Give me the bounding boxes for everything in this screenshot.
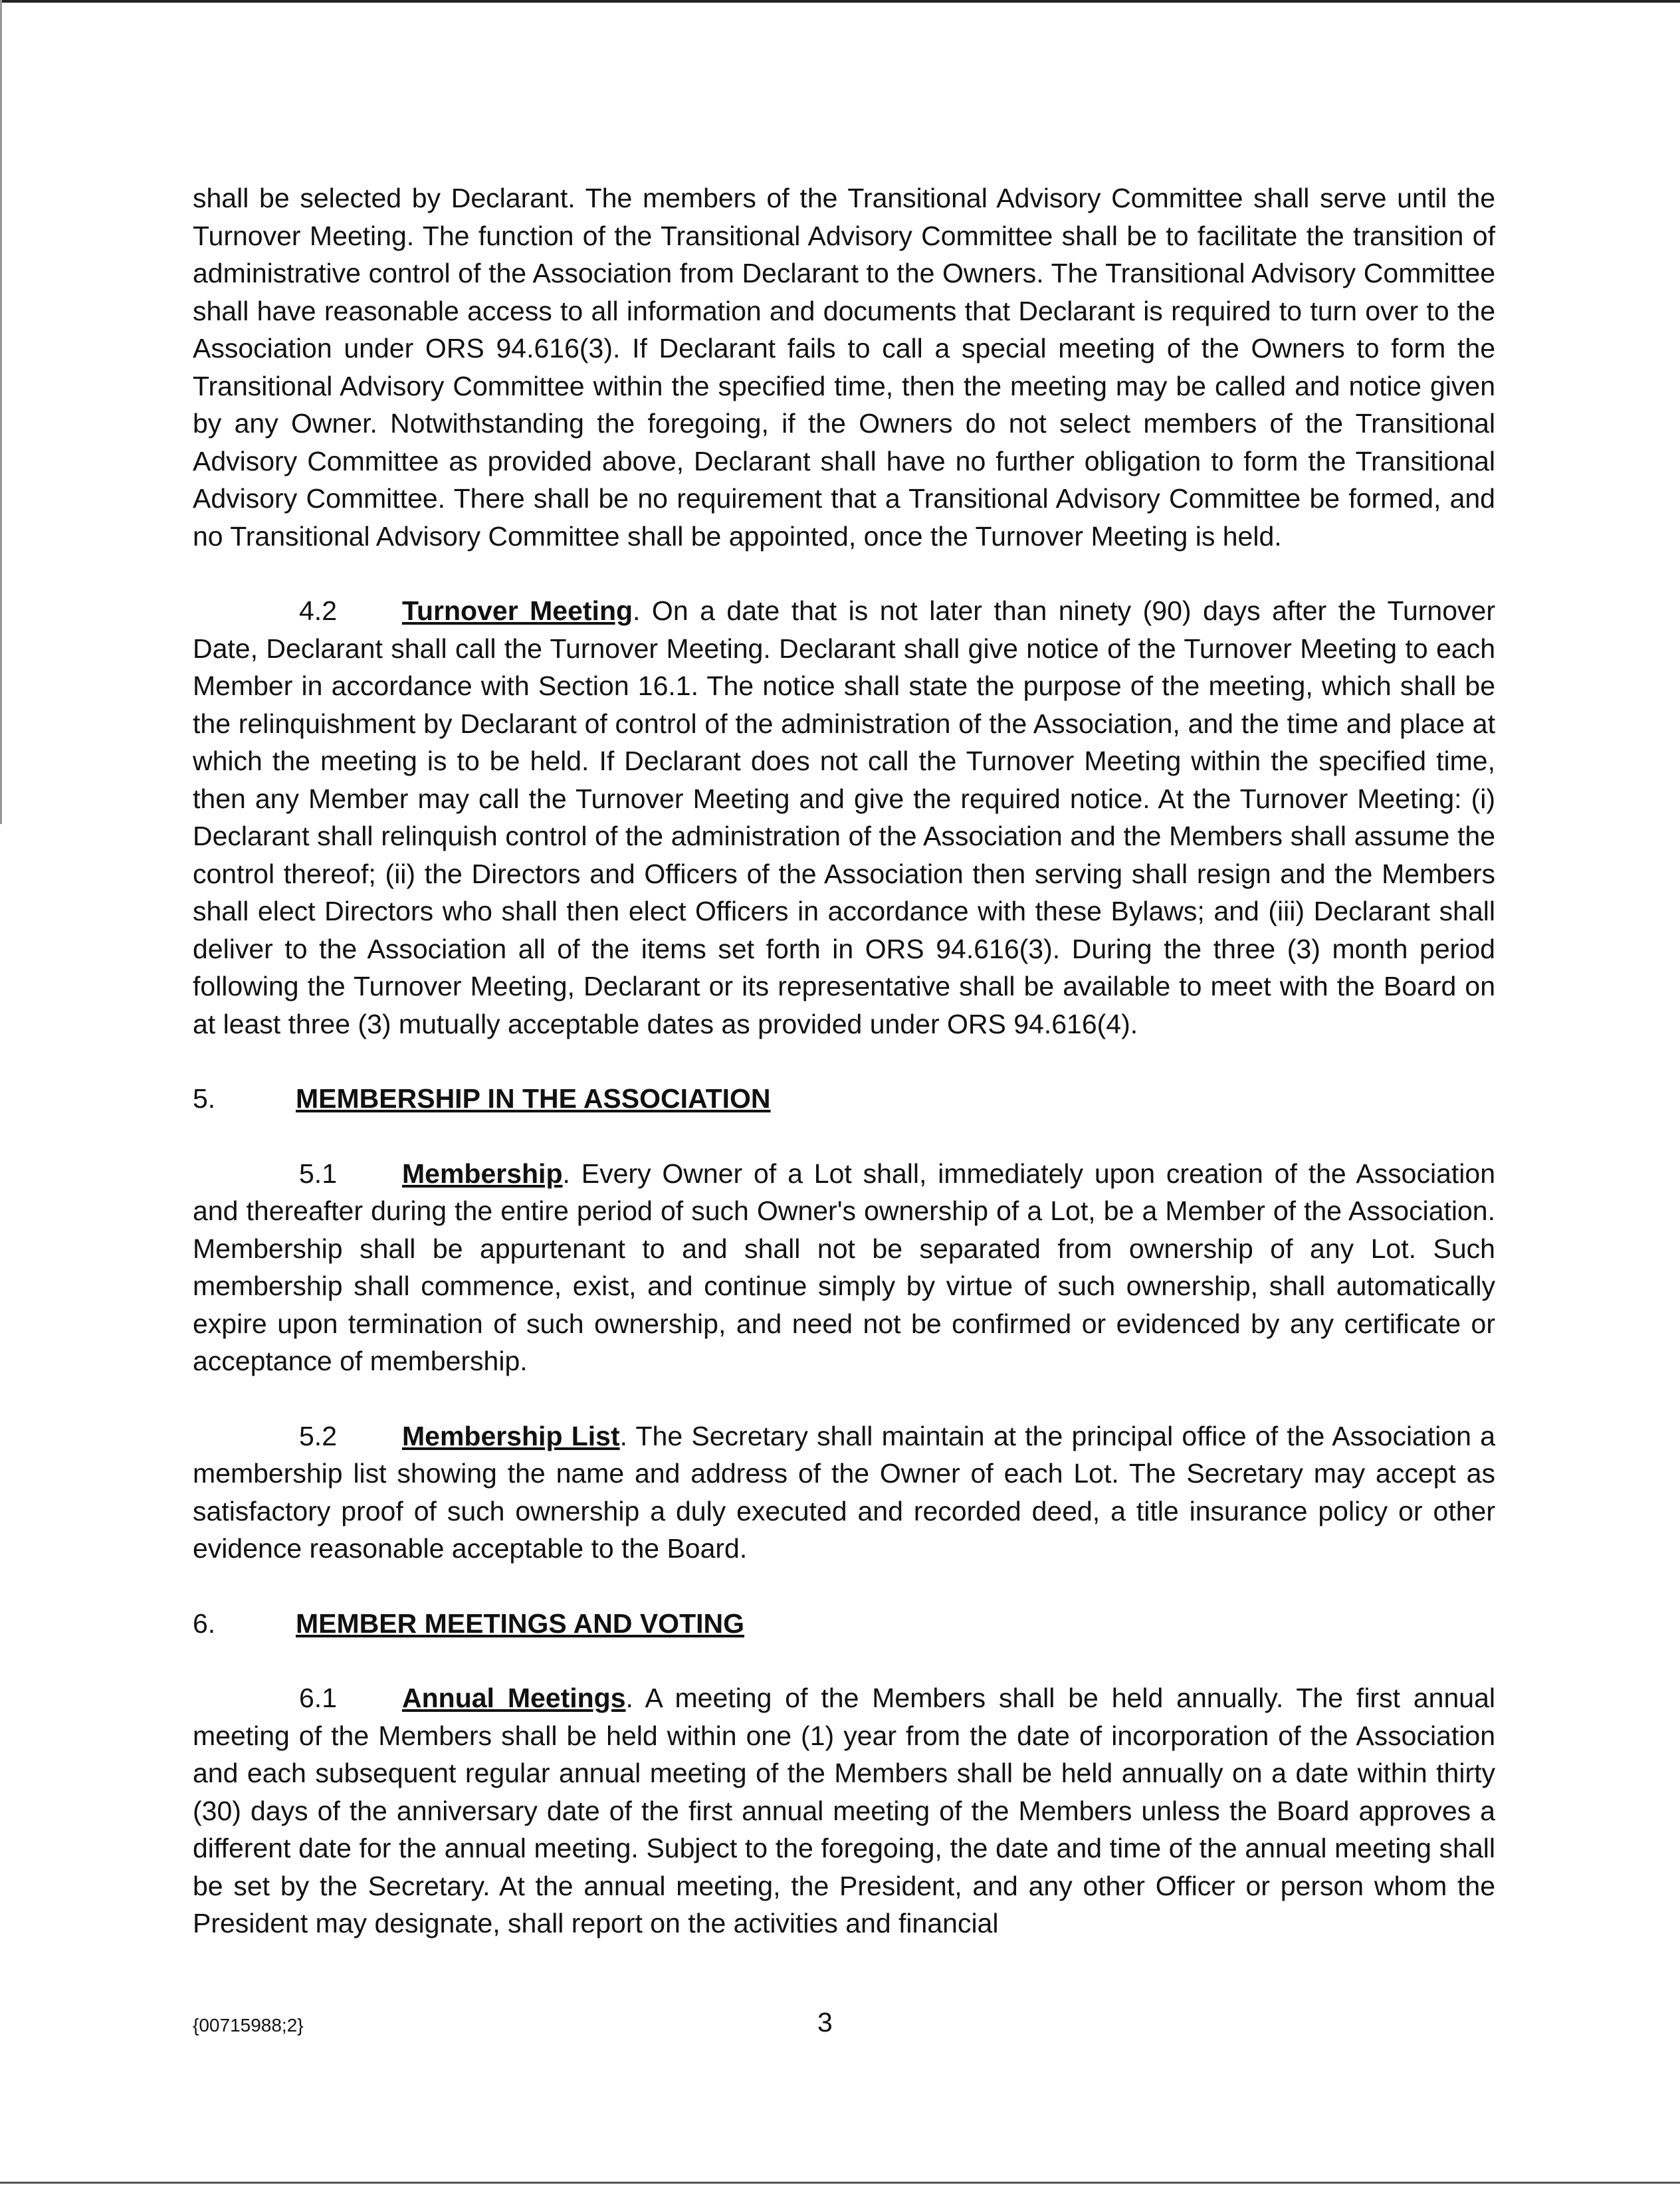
section-5-heading [193,1080,1495,1118]
document-body [193,179,1495,1942]
section-5-2 [193,1417,1495,1568]
section-4-2 [193,592,1495,1043]
section-title: MEMBER MEETINGS AND VOTING [296,1608,744,1639]
page-number: 3 [817,2007,833,2037]
section-title: Membership [402,1158,563,1189]
section-number: 6. [193,1608,216,1639]
section-number: 5.1 [299,1158,337,1189]
section-text: . On a date that is not later than ninety (90) days after the Turnover Date, Declarant shall call the Turnover Meeting. Declarant shall give notice of the Turnover Meeting to each Member in accordance with Section 16.1. The notice shall state the purpose of the meeting, which shall be the relinquishment by Declarant of control of the administration of the Association, and the time and place at which the meeting is to be held. If Declarant does not call the Turnover Meeting within the specified time, then any Member may call the Turnover Meeting and give the required notice. At the Turnover Meeting: (i) Declarant shall relinquish control of the administration of the Association and the Members shall assume the control thereof; (ii) the Directors and Officers of the Association then serving shall resign and the Members shall elect Directors who shall then elect Officers in accordance with these Bylaws; and (iii) Declarant shall deliver to the Association all of the items set forth in ORS 94.616(3). During the three (3) month period following the Turnover Meeting, Declarant or its representative shall be available to meet with the Board on at least three (3) mutually acceptable dates as provided under ORS 94.616(4). [193,595,1495,1039]
section-title: Turnover Meeting [402,595,633,626]
section-text: . Every Owner of a Lot shall, immediately upon creation of the Association and thereafter during the entire period of such Owner's ownership of a Lot, be a Member of the Association. Membership shall be appurtenant to and shall not be separated from ownership of any Lot. Such membership shall commence, exist, and continue simply by virtue of such ownership, shall automatically expire upon termination of such ownership, and need not be confirmed or evidenced by any certificate or acceptance of membership. [193,1158,1495,1376]
section-number: 5.2 [299,1420,337,1451]
scan-edge-bottom [0,2182,1680,2184]
section-title: Membership List [402,1420,620,1451]
section-number: 4.2 [299,595,337,626]
section-number: 5. [193,1083,216,1114]
section-text: . The Secretary shall maintain at the principal office of the Association a membership list showing the name and address of the Owner of each Lot. The Secretary may accept as satisfactory proof of such ownership a duly executed and recorded deed, a title insurance policy or other evidence reasonable acceptable to the Board. [193,1420,1495,1564]
scan-edge-left [0,0,2,824]
section-6-heading [193,1605,1495,1643]
section-6-1 [193,1679,1495,1942]
section-text: . A meeting of the Members shall be held annually. The first annual meeting of the Members shall be held within one (1) year from the date of incorporation of the Association and each subsequent regular annual meeting of the Members shall be held annually on a date within thirty (30) days of the anniversary date of the first annual meeting of the Members unless the Board approves a different date for the annual meeting. Subject to the foregoing, the date and time of the annual meeting shall be set by the Secretary. At the annual meeting, the President, and any other Officer or person whom the President may designate, shall report on the activities and financial [193,1683,1495,1938]
section-title: Annual Meetings [402,1683,626,1713]
document-id: {00715988;2} [193,2015,304,2035]
continuation-paragraph: shall be selected by Declarant. The members of the Transitional Advisory Committee shall serve until the Turnover Meeting. The function of the Transitional Advisory Committee shall be to facilitate the transition of administrative control of the Association from Declarant to the Owners. The Transitional Advisory Committee shall have reasonable access to all information and documents that Declarant is required to turn over to the Association under ORS 94.616(3). If Declarant fails to call a special meeting of the Owners to form the Transitional Advisory Committee within the specified time, then the meeting may be called and notice given by any Owner. Notwithstanding the foregoing, if the Owners do not select members of the Transitional Advisory Committee as provided above, Declarant shall have no further obligation to form the Transitional Advisory Committee. There shall be no requirement that a Transitional Advisory Committee be formed, and no Transitional Advisory Committee shall be appointed, once the Turnover Meeting is held. [193,183,1495,552]
section-5-1 [193,1155,1495,1380]
scan-edge-top [0,0,1680,3]
page-footer [193,2007,1495,2047]
section-title: MEMBERSHIP IN THE ASSOCIATION [296,1083,771,1114]
section-number: 6.1 [299,1683,337,1713]
